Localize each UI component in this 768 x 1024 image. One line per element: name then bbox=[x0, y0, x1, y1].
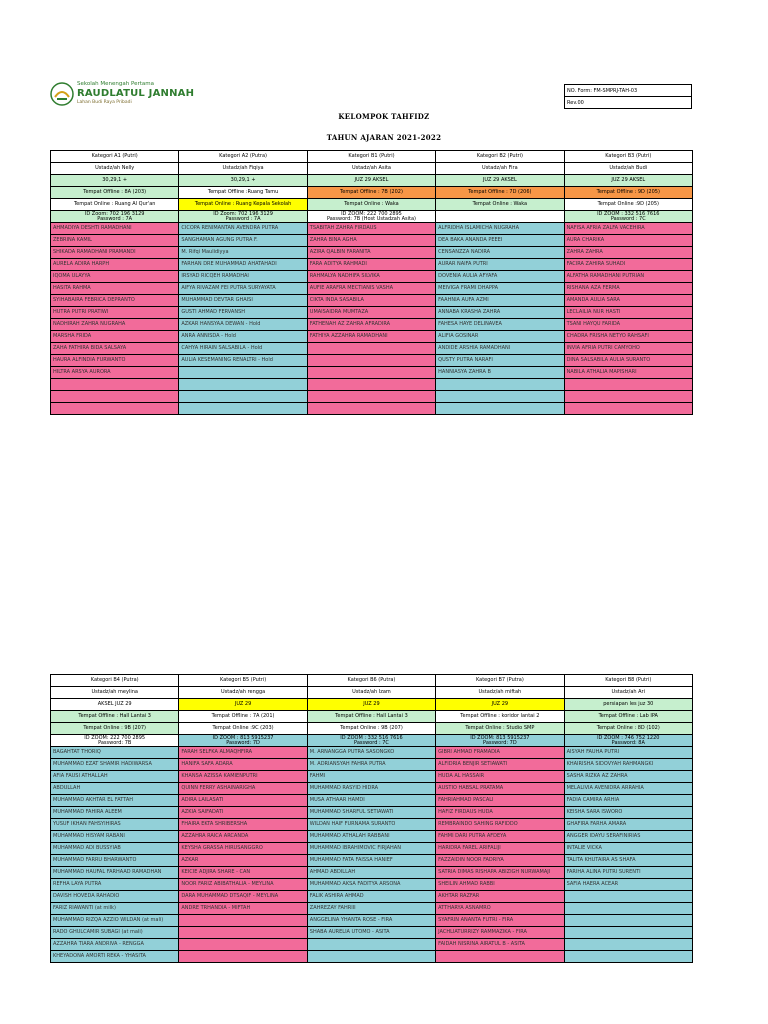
header-zoom-cell: ID ZOOM: 222 700 2895 Password: 7B (Host Ustadzah Asita) bbox=[307, 211, 435, 223]
table-row bbox=[51, 951, 693, 963]
student-name-cell bbox=[307, 355, 435, 367]
table-row bbox=[51, 379, 693, 391]
student-name-cell: FAIDAH NISRINA AIRATUL B - ASITA bbox=[436, 939, 564, 951]
student-name-cell: M. ARNANGGA PUTRA SASONGKO bbox=[307, 747, 435, 759]
student-name-cell: SANGHAMAN AGUNG PUTRA F. bbox=[179, 235, 307, 247]
header-zoom-cell: ID ZOOM : 746 752 1220 Password: 8A bbox=[564, 735, 692, 747]
student-name-cell: GHAFIRA FARHA AMARA bbox=[564, 819, 692, 831]
header-category-cell: Kategori B6 (Putra) bbox=[307, 675, 435, 687]
header-level-cell: JUZ 29 bbox=[436, 699, 564, 711]
student-name-cell bbox=[179, 391, 307, 403]
student-name-cell: ALIFIA GOSINAR bbox=[436, 331, 564, 343]
bottom-group-table bbox=[50, 674, 693, 963]
header-online-cell: Tempat Online :9C (203) bbox=[179, 723, 307, 735]
header-level-cell: JUZ 29 AKSEL bbox=[307, 175, 435, 187]
student-name-cell bbox=[307, 403, 435, 415]
student-name-cell: RADO GHULCAMIR SUBAGI (at mali) bbox=[51, 927, 179, 939]
table-row bbox=[51, 403, 693, 415]
student-name-cell bbox=[436, 403, 564, 415]
table-row bbox=[51, 271, 693, 283]
header-offline-cell: Tempat Offline : 8A (203) bbox=[51, 187, 179, 199]
student-name-cell bbox=[436, 391, 564, 403]
student-name-cell: REMBRAINDO SAHING RAFIDDO bbox=[436, 819, 564, 831]
header-row-online bbox=[51, 723, 693, 735]
student-name-cell: MUHAMMAD AKHTAR EL FATTAH bbox=[51, 795, 179, 807]
header-level-cell: JUZ 29 bbox=[307, 699, 435, 711]
student-name-cell: FAAHNIA AUFA AZMI bbox=[436, 295, 564, 307]
table-row bbox=[51, 235, 693, 247]
student-name-cell: CICOPA RENIMANTAN AVENDRA PUTRA bbox=[179, 223, 307, 235]
header-zoom-cell bbox=[436, 211, 564, 223]
student-name-cell: GIBRI AHMAD FRAMADIA bbox=[436, 747, 564, 759]
student-name-cell bbox=[307, 391, 435, 403]
student-name-cell bbox=[307, 939, 435, 951]
student-name-cell bbox=[564, 379, 692, 391]
student-name-cell: FATHIYA AZZAHRA RAMADHANI bbox=[307, 331, 435, 343]
student-name-cell: DOVENIA AULIA AFYAFA bbox=[436, 271, 564, 283]
student-name-cell: MUHAMMAD FARRU BHARWANTO bbox=[51, 855, 179, 867]
table-row bbox=[51, 891, 693, 903]
student-name-cell: GUSTI AHMAD FERVANSH bbox=[179, 307, 307, 319]
header-row-level bbox=[51, 175, 693, 187]
student-name-cell bbox=[436, 951, 564, 963]
table-row bbox=[51, 855, 693, 867]
student-name-cell bbox=[179, 367, 307, 379]
student-name-cell bbox=[436, 379, 564, 391]
student-name-cell: INTALIE VICKA bbox=[564, 843, 692, 855]
student-name-cell: TSABITAH ZAHRA FIRDAUS bbox=[307, 223, 435, 235]
student-name-cell bbox=[564, 939, 692, 951]
student-name-cell: ATTHARYA ASNAMRO bbox=[436, 903, 564, 915]
student-name-cell: NAFISA AFRIA ZALFA VACEHIRA bbox=[564, 223, 692, 235]
student-name-cell: HAURA ALFINDIA FURWANTO bbox=[51, 355, 179, 367]
student-name-cell bbox=[179, 915, 307, 927]
header-teacher-cell: Ustadz/ah Fiqiya bbox=[179, 163, 307, 175]
student-name-cell: AURA CHARIKA bbox=[564, 235, 692, 247]
student-name-cell: MUSA ATHAAR HAMDI bbox=[307, 795, 435, 807]
student-name-cell: ZAHA FATHIRA BIDA SALSAYA bbox=[51, 343, 179, 355]
student-name-cell: WILDAN HAIF FURNAMA SURANTO bbox=[307, 819, 435, 831]
header-zoom-cell: ID ZOOM: 813 5915237 Password: 7D bbox=[436, 735, 564, 747]
header-category-cell: Kategori B5 (Putri) bbox=[179, 675, 307, 687]
student-name-cell: MUHAMMAD IBRAHIMOVIC FIRJAHAN bbox=[307, 843, 435, 855]
header-teacher-cell: Ustadz/ah Fira bbox=[436, 163, 564, 175]
student-name-cell: ANRA ANNISDA - Hold bbox=[179, 331, 307, 343]
header-row-category bbox=[51, 151, 693, 163]
student-name-cell: TALITA KHUTAIRA AS SHAFA bbox=[564, 855, 692, 867]
header-category-cell: Kategori A1 (Putri) bbox=[51, 151, 179, 163]
student-name-cell: AIFYA RIVAZAM FEI PUTRA SURYAYATA bbox=[179, 283, 307, 295]
header-row-teacher bbox=[51, 163, 693, 175]
student-name-cell: M. ADRIANSYAH FAHRA PUTRA bbox=[307, 759, 435, 771]
student-name-cell: MUHAMMAD RIZQA AZZIO WILDAN (at mali) bbox=[51, 915, 179, 927]
student-name-cell: ZEBRINA KAMIL bbox=[51, 235, 179, 247]
student-name-cell: FARIHA ALINA PUTRI SURENTI bbox=[564, 867, 692, 879]
header-row-teacher bbox=[51, 687, 693, 699]
table-row bbox=[51, 783, 693, 795]
table-row bbox=[51, 879, 693, 891]
student-name-cell: SYIHABAIRA FEBRICA DEPRANTO bbox=[51, 295, 179, 307]
student-name-cell: QUINN FERRY ASHAINARIGHA bbox=[179, 783, 307, 795]
table-row bbox=[51, 867, 693, 879]
header-teacher-cell: Ustadz/ah Izam bbox=[307, 687, 435, 699]
header-zoom-cell: ID ZOOM: 222 700 2895 Password: 7B bbox=[51, 735, 179, 747]
header-row-level bbox=[51, 699, 693, 711]
school-logo bbox=[50, 81, 195, 109]
student-name-cell: ALFIDRIA BENJIR SETIAWATI bbox=[436, 759, 564, 771]
table-row bbox=[51, 771, 693, 783]
table-row bbox=[51, 915, 693, 927]
student-name-cell: ADIRA LAILASATI bbox=[179, 795, 307, 807]
student-name-cell: RISHANA AZA FERMA bbox=[564, 283, 692, 295]
table-row bbox=[51, 927, 693, 939]
header-teacher-cell: Ustadz/ah Budi bbox=[564, 163, 692, 175]
student-name-cell: HUDA AL HASSAIR bbox=[436, 771, 564, 783]
student-name-cell: FALIK ASHIRA AHMAD bbox=[307, 891, 435, 903]
table-row bbox=[51, 831, 693, 843]
student-name-cell: MUHAMMAD SHARFUL SETIAWATI bbox=[307, 807, 435, 819]
form-revision: Rev.00 bbox=[565, 97, 692, 109]
student-name-cell: AMANDA AULIA SARA bbox=[564, 295, 692, 307]
table-row bbox=[51, 391, 693, 403]
student-name-cell: HANNIASYA ZAHRA B bbox=[436, 367, 564, 379]
table-row bbox=[51, 307, 693, 319]
header-offline-cell: Tempat Offline :Ruang Tamu bbox=[179, 187, 307, 199]
student-name-cell: FAHESA HAYE DELINAVEA bbox=[436, 319, 564, 331]
student-name-cell: MUHAMMAD FAHIRA ALEEM bbox=[51, 807, 179, 819]
student-name-cell: MUHAMMAD ATHALAH RABBANI bbox=[307, 831, 435, 843]
student-name-cell: FHAIRA EKTA SHRIBERSHA bbox=[179, 819, 307, 831]
table-row bbox=[51, 283, 693, 295]
student-name-cell: ANNABA KRASHA ZAHRA bbox=[436, 307, 564, 319]
table-row bbox=[51, 247, 693, 259]
header-row-offline bbox=[51, 711, 693, 723]
student-name-cell bbox=[51, 403, 179, 415]
form-number: NO. Form: FM-SMPRJ-TAH-03 bbox=[565, 85, 692, 97]
table-row bbox=[51, 903, 693, 915]
student-name-cell bbox=[51, 379, 179, 391]
table-row bbox=[51, 295, 693, 307]
table-row bbox=[51, 795, 693, 807]
student-name-cell: KEISHA SARA ISWORO bbox=[564, 807, 692, 819]
header-level-cell: JUZ 29 AKSEL bbox=[436, 175, 564, 187]
page-subtitle: TAHUN AJARAN 2021-2022 bbox=[326, 133, 442, 142]
top-group-table bbox=[50, 150, 693, 415]
student-name-cell: CAHYA HIRAIN SALSABILA - Hold bbox=[179, 343, 307, 355]
student-name-cell: AZIRA QALBIN FARANITA bbox=[307, 247, 435, 259]
header-category-cell: Kategori B1 (Putri) bbox=[307, 151, 435, 163]
student-name-cell: AZZAHRA TIARA ANDRIVA - RENGGA bbox=[51, 939, 179, 951]
student-name-cell: FARAH SELFKA ALMAQHFIRA bbox=[179, 747, 307, 759]
header-online-cell: Tempat Online : 9B (207) bbox=[307, 723, 435, 735]
student-name-cell bbox=[564, 951, 692, 963]
student-name-cell: BAGAHTAT THORIQ bbox=[51, 747, 179, 759]
student-name-cell: HARIDRA FAREL ARIFALIJI bbox=[436, 843, 564, 855]
school-name: RAUDLATUL JANNAH bbox=[77, 88, 195, 99]
student-name-cell: QUSTY PUTRA NARAFI bbox=[436, 355, 564, 367]
student-name-cell: KEICIE ADJIRA SHARE - CAN bbox=[179, 867, 307, 879]
header-row-category bbox=[51, 675, 693, 687]
student-name-cell: NADHIRAH ZAHRA NUGRAHA bbox=[51, 319, 179, 331]
header-teacher-cell: Ustadz/ah Ari bbox=[564, 687, 692, 699]
student-name-cell: SASHA RIZKA AZ ZAHRA bbox=[564, 771, 692, 783]
student-name-cell: MUHAMMAD RASYID HIDRA bbox=[307, 783, 435, 795]
student-name-cell: CHADRA FRISHA NETYO RAHSAFI bbox=[564, 331, 692, 343]
student-name-cell: LECLAILIA NUR HASTI bbox=[564, 307, 692, 319]
student-name-cell: KHANSA AZISSA KAMIENPUTRI bbox=[179, 771, 307, 783]
student-name-cell: FAHRIAHMAD PASCALI bbox=[436, 795, 564, 807]
header-offline-cell: Tempat Offline : 9D (205) bbox=[564, 187, 692, 199]
table-row bbox=[51, 807, 693, 819]
student-name-cell bbox=[179, 379, 307, 391]
student-name-cell: IQOMA ULAYYA bbox=[51, 271, 179, 283]
table-row bbox=[51, 319, 693, 331]
student-name-cell: MUHAMMAD ADI BUSSYIAB bbox=[51, 843, 179, 855]
student-name-cell: AZZAHRA RAICA ARCANDA bbox=[179, 831, 307, 843]
student-name-cell bbox=[564, 391, 692, 403]
header-row-zoom bbox=[51, 735, 693, 747]
student-name-cell: FAHMI DARI PUTRA AFDEYA bbox=[436, 831, 564, 843]
student-name-cell bbox=[564, 915, 692, 927]
student-name-cell bbox=[307, 951, 435, 963]
student-name-cell: YUSUF IKHAN FAHSYIHIRAS bbox=[51, 819, 179, 831]
header-online-cell: Tempat Online : Waka bbox=[307, 199, 435, 211]
student-name-cell: DARA MUHAMMAD DTSAQIF - MEYLINA bbox=[179, 891, 307, 903]
header-row-offline bbox=[51, 187, 693, 199]
student-name-cell: AKHTAR RAZFAR bbox=[436, 891, 564, 903]
student-name-cell: ANGGER IDAYU SERAFINIRIAS bbox=[564, 831, 692, 843]
header-teacher-cell: Ustadz/ah Nelly bbox=[51, 163, 179, 175]
student-name-cell: ZAHRA BINA AGHA bbox=[307, 235, 435, 247]
table-row bbox=[51, 331, 693, 343]
student-name-cell: TSANI HAYQU FARIDA bbox=[564, 319, 692, 331]
student-name-cell bbox=[179, 939, 307, 951]
table-row bbox=[51, 367, 693, 379]
header-category-cell: Kategori B3 (Putri) bbox=[564, 151, 692, 163]
table-row bbox=[51, 259, 693, 271]
school-line1: Sekolah Menengah Pertama bbox=[77, 81, 154, 87]
table-row bbox=[51, 819, 693, 831]
student-name-cell: FAZZAIDIN NOOR FADRIYA bbox=[436, 855, 564, 867]
header-zoom-cell: ID ZOOM : 813 5915237 Password: 7D bbox=[179, 735, 307, 747]
student-name-cell: SYAFRIN ANANTA FUTRI - FIRA bbox=[436, 915, 564, 927]
student-name-cell: NABILA ATHALIA MAPISHARI bbox=[564, 367, 692, 379]
school-tagline: Lahan Budi Raya Pribadi bbox=[77, 100, 132, 105]
student-name-cell: MUHAMMAD AKSA FADITYA ARSONA bbox=[307, 879, 435, 891]
student-name-cell: MARSHA FRIDA bbox=[51, 331, 179, 343]
header-offline-cell: Tempat Offline : Hall Lantai 3 bbox=[51, 711, 179, 723]
student-name-cell: ZAHRA ZAHRA bbox=[564, 247, 692, 259]
student-name-cell: KHEYADONA AMORTI REKA - YHASITA bbox=[51, 951, 179, 963]
student-name-cell: HUTRA PUTRI PRATIWI bbox=[51, 307, 179, 319]
header-online-cell: Tempat Online : 9B (207) bbox=[51, 723, 179, 735]
student-name-cell bbox=[51, 391, 179, 403]
student-name-cell: INVIA AFRIA PUTRI CAMYOHO bbox=[564, 343, 692, 355]
student-name-cell: DAVISH HOVEDA RAHADIO bbox=[51, 891, 179, 903]
header-level-cell: AKSEL JUZ 29 bbox=[51, 699, 179, 711]
header-zoom-cell: ID ZOOM : 332 516 7616 Password : 7C bbox=[564, 211, 692, 223]
page-title: KELOMPOK TAHFIDZ bbox=[338, 112, 430, 121]
student-name-cell: MUHAMMAD DEVTAR GHAISI bbox=[179, 295, 307, 307]
student-name-cell: MUHAMMAD FATA FAISSA HANIEF bbox=[307, 855, 435, 867]
student-name-cell: FATHENAH AZ ZAHRA AFRADIRA bbox=[307, 319, 435, 331]
header-online-cell: Tempat Online : Ruang Al Qur'an bbox=[51, 199, 179, 211]
student-name-cell: RAHMALYA NADHIFA SILVIKA bbox=[307, 271, 435, 283]
student-name-cell bbox=[307, 367, 435, 379]
student-name-cell: UMAISAIDRA MUMTAZA bbox=[307, 307, 435, 319]
header-teacher-cell: Ustadz/ah rengga bbox=[179, 687, 307, 699]
table-row bbox=[51, 759, 693, 771]
student-name-cell: ALFATHA RAMADHANI PUTRIAN bbox=[564, 271, 692, 283]
table-row bbox=[51, 939, 693, 951]
student-name-cell bbox=[307, 379, 435, 391]
student-name-cell: AURELA ADIRA HARPH bbox=[51, 259, 179, 271]
student-name-cell: SHEILIN AHMAD RABBI bbox=[436, 879, 564, 891]
student-name-cell: AUFIE ARAFRA MECTIANIS VASHA bbox=[307, 283, 435, 295]
header-category-cell: Kategori A2 (Putra) bbox=[179, 151, 307, 163]
student-name-cell bbox=[179, 403, 307, 415]
school-emblem-icon bbox=[50, 82, 74, 106]
student-name-cell bbox=[564, 891, 692, 903]
header-level-cell: persiapan les juz 30 bbox=[564, 699, 692, 711]
student-name-cell: FARA ADITYA RAHMADI bbox=[307, 259, 435, 271]
student-name-cell: AHMAD ABDILLAH bbox=[307, 867, 435, 879]
student-name-cell: DINA SALSABILA AULIA SURANTO bbox=[564, 355, 692, 367]
table-row bbox=[51, 355, 693, 367]
student-name-cell: ABDULLAH bbox=[51, 783, 179, 795]
table-row bbox=[51, 223, 693, 235]
student-name-cell bbox=[307, 343, 435, 355]
student-name-cell: AZKIA SAIFADATI bbox=[179, 807, 307, 819]
header-category-cell: Kategori B2 (Putri) bbox=[436, 151, 564, 163]
student-name-cell: AHMADIYA DESHTI RAMADHANI bbox=[51, 223, 179, 235]
header-level-cell: 30,29,1 + bbox=[51, 175, 179, 187]
header-online-cell: Tempat Online : 8D (102) bbox=[564, 723, 692, 735]
student-name-cell: FARIZ RIAWANTI (at milk) bbox=[51, 903, 179, 915]
student-name-cell: HANIFA SAFA ADARA bbox=[179, 759, 307, 771]
student-name-cell bbox=[564, 403, 692, 415]
student-name-cell: AULIA KESEMANING RENALTRI - Hold bbox=[179, 355, 307, 367]
header-offline-cell: Tempat Offline : 7A (201) bbox=[179, 711, 307, 723]
header-level-cell: 30,29,1 + bbox=[179, 175, 307, 187]
student-name-cell: MUHAMMAD HISYAM RABANI bbox=[51, 831, 179, 843]
student-name-cell: ALFRIDHA ISLAMICHA NUGRAHA bbox=[436, 223, 564, 235]
table-row bbox=[51, 343, 693, 355]
student-name-cell: HAFIZ FIRDAUS HUDA bbox=[436, 807, 564, 819]
student-name-cell: REFHA LAYA PUTRA bbox=[51, 879, 179, 891]
student-name-cell: FAHMI bbox=[307, 771, 435, 783]
student-name-cell: M. Rifqi Maulidiyya bbox=[179, 247, 307, 259]
student-name-cell: AFIA FAUSI ATHALLAH bbox=[51, 771, 179, 783]
header-online-cell: Tempat Online : Studio SMP bbox=[436, 723, 564, 735]
student-name-cell: ANDIDE ARSHIA RAMADHANI bbox=[436, 343, 564, 355]
header-offline-cell: Tempat Offline : 7B (202) bbox=[307, 187, 435, 199]
header-offline-cell: Tempat Offline : koridor lantai 2 bbox=[436, 711, 564, 723]
header-offline-cell: Tempat Offline : Lab IPA bbox=[564, 711, 692, 723]
header-level-cell: JUZ 29 AKSEL bbox=[564, 175, 692, 187]
student-name-cell: DEA BAKA ANANDA PEEEI bbox=[436, 235, 564, 247]
student-name-cell: KEYSHA GRASSA HIRUSANGGRO bbox=[179, 843, 307, 855]
student-name-cell: MEIVIGA FRAMI DHAPPA bbox=[436, 283, 564, 295]
student-name-cell: SAFIA HAERA ACEAR bbox=[564, 879, 692, 891]
student-name-cell: CIKTA INDA SASABILA bbox=[307, 295, 435, 307]
student-name-cell: ZAHREZAY FAHRIII bbox=[307, 903, 435, 915]
header-category-cell: Kategori B8 (Putri) bbox=[564, 675, 692, 687]
student-name-cell: MELALIVIA AVENIDRA ARRAHIA bbox=[564, 783, 692, 795]
student-name-cell bbox=[564, 927, 692, 939]
student-name-cell: AUSTIO HABSAL PRATAMA bbox=[436, 783, 564, 795]
student-name-cell: HASITA RAHMA bbox=[51, 283, 179, 295]
student-name-cell: SATRIA DIMAS RISHAPA ABIZIGH NURWAMAJI bbox=[436, 867, 564, 879]
student-name-cell: MUHAMMAD EZAT SHAMIR HADIWARSA bbox=[51, 759, 179, 771]
student-name-cell bbox=[564, 903, 692, 915]
student-name-cell: FACIRA ZAHIRA SUHADI bbox=[564, 259, 692, 271]
header-row-zoom bbox=[51, 211, 693, 223]
header-teacher-cell: Ustadz/ah Asita bbox=[307, 163, 435, 175]
student-name-cell: AZKAR bbox=[179, 855, 307, 867]
student-name-cell: MUHAMMAD HAUFAL FARHAAD RAMADHAN bbox=[51, 867, 179, 879]
header-row-online bbox=[51, 199, 693, 211]
header-online-cell: Tempat Online :9D (205) bbox=[564, 199, 692, 211]
student-name-cell: AISYAH FAUHA PUTRI bbox=[564, 747, 692, 759]
student-name-cell: ANGGELINA YHANTA ROSE - FIRA bbox=[307, 915, 435, 927]
header-category-cell: Kategori B7 (Putra) bbox=[436, 675, 564, 687]
student-name-cell: KHAIRISHA SIDOVYAH RAHMANGKI bbox=[564, 759, 692, 771]
header-offline-cell: Tempat Offline : Hall Lantai 3 bbox=[307, 711, 435, 723]
student-name-cell: NOOR FARIZ ABIBATHALIA - MEYLINA bbox=[179, 879, 307, 891]
header-teacher-cell: Ustadz/ah miftah bbox=[436, 687, 564, 699]
student-name-cell: SHABA AURELIA UTOMO - ASITA bbox=[307, 927, 435, 939]
student-name-cell: FARHAN DRE MUHAMMAD AHATAHADI bbox=[179, 259, 307, 271]
student-name-cell: JACHLIATURRIZY RAMMAZIKA - FIRA bbox=[436, 927, 564, 939]
student-name-cell bbox=[179, 927, 307, 939]
student-name-cell: ANDRE TRHANDIA - MIFTAH bbox=[179, 903, 307, 915]
student-name-cell: CENSANZZA NADIRA bbox=[436, 247, 564, 259]
header-offline-cell: Tempat Offline : 7D (206) bbox=[436, 187, 564, 199]
header-zoom-cell: ID Zoom: 702 196 3129 Password : 7A bbox=[179, 211, 307, 223]
student-name-cell: HILTRA ARSYA AURORA bbox=[51, 367, 179, 379]
form-number-box bbox=[564, 84, 692, 109]
student-name-cell: AURAR NAIFA PUTRI bbox=[436, 259, 564, 271]
table-row bbox=[51, 747, 693, 759]
header-teacher-cell: Ustadz/ah meylina bbox=[51, 687, 179, 699]
header-category-cell: Kategori B4 (Putra) bbox=[51, 675, 179, 687]
header-level-cell: JUZ 29 bbox=[179, 699, 307, 711]
header-online-cell: Tempat Online : Ruang Kepala Sekolah bbox=[179, 199, 307, 211]
header-zoom-cell: ID Zoom: 702 196 3129 Password : 7A bbox=[51, 211, 179, 223]
student-name-cell bbox=[179, 951, 307, 963]
header-online-cell: Tempat Online : Waka bbox=[436, 199, 564, 211]
student-name-cell: SHIKADA RAMADHANI PRAMANDI bbox=[51, 247, 179, 259]
student-name-cell: AZKAR HANSYAA DEWAN - Hold bbox=[179, 319, 307, 331]
student-name-cell: IRSYAD RICQEH RAMADHAI bbox=[179, 271, 307, 283]
table-row bbox=[51, 843, 693, 855]
header-zoom-cell: ID ZOOM : 332 516 7616 Password : 7C bbox=[307, 735, 435, 747]
student-name-cell: FADIA CAMIRA ARHIA bbox=[564, 795, 692, 807]
